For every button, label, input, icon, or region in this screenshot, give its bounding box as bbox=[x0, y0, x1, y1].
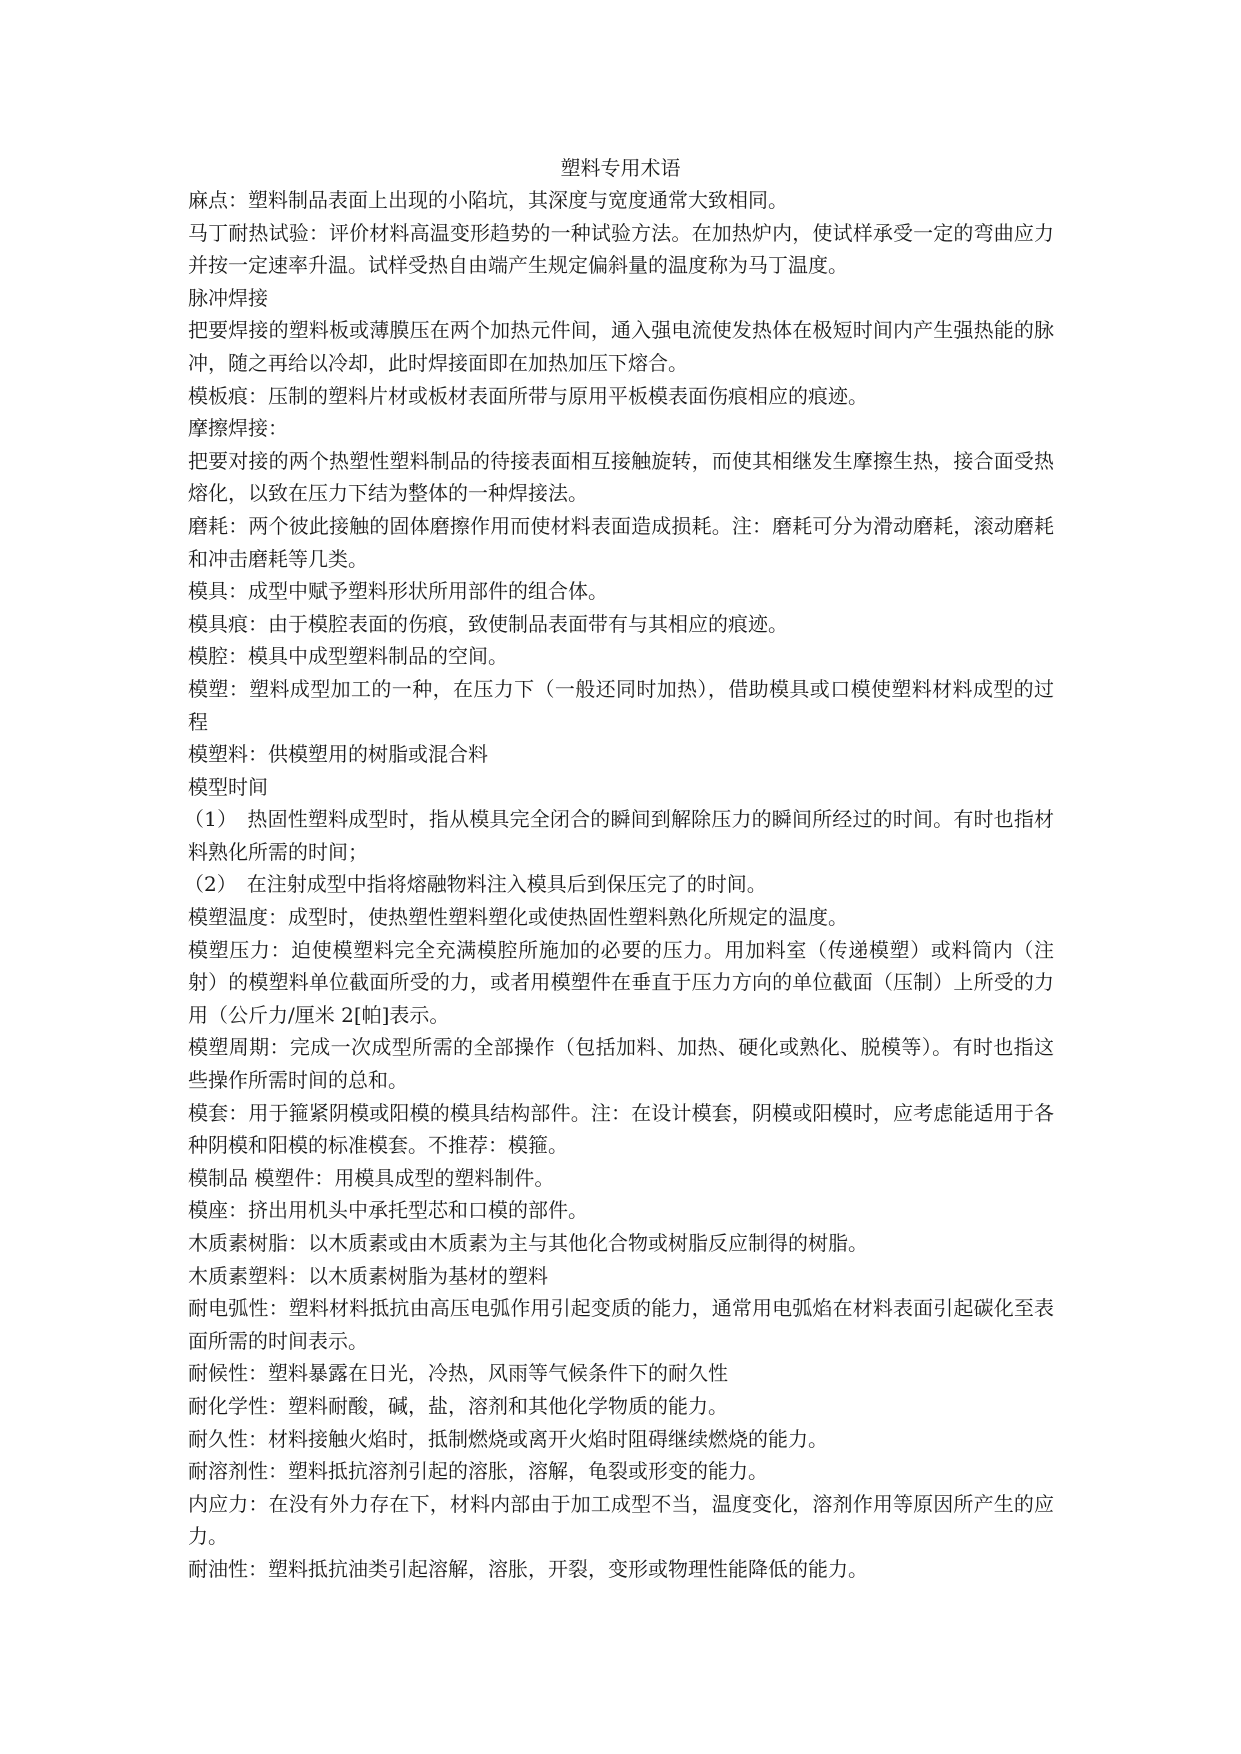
term-paragraph: 模套：用于箍紧阴模或阳模的模具结构部件。注：在设计模套，阴模或阳模时，应考虑能适用于各种阴模和阳模的标准模套。不推荐：模箍。 bbox=[188, 1100, 1054, 1158]
term-paragraph: 耐油性：塑料抵抗油类引起溶解，溶胀，开裂，变形或物理性能降低的能力。 bbox=[188, 1556, 868, 1581]
term-paragraph: 木质素树脂：以木质素或由木质素为主与其他化合物或树脂反应制得的树脂。 bbox=[188, 1231, 868, 1255]
term-paragraph: 模塑温度：成型时，使热塑性塑料塑化或使热固性塑料熟化所规定的温度。 bbox=[188, 905, 848, 930]
term-paragraph: 模具痕：由于模腔表面的伤痕，致使制品表面带有与其相应的痕迹。 bbox=[188, 611, 788, 636]
term-paragraph: 耐电弧性：塑料材料抵抗由高压电弧作用引起变质的能力，通常用电弧焰在材料表面引起碳化至表面所需的时间表示。 bbox=[188, 1296, 1054, 1353]
document-title: 塑料专用术语 bbox=[560, 156, 681, 180]
term-paragraph: 模塑料：供模塑用的树脂或混合料 bbox=[188, 742, 488, 767]
term-paragraph: 耐久性：材料接触火焰时，抵制燃烧或离开火焰时阻碍继续燃烧的能力。 bbox=[188, 1426, 828, 1451]
term-paragraph: 模塑周期：完成一次成型所需的全部操作（包括加料、加热、硬化或熟化、脱模等）。有时也指这些操作所需时间的总和。 bbox=[188, 1035, 1054, 1093]
term-paragraph: 模具：成型中赋予塑料形状所用部件的组合体。 bbox=[188, 579, 608, 604]
term-paragraph: 马丁耐热试验：评价材料高温变形趋势的一种试验方法。在加热炉内，使试样承受一定的弯曲应力并按一定速率升温。试样受热自由端产生规定偏斜量的温度称为马丁温度。 bbox=[188, 220, 1054, 278]
term-heading: 模型时间 bbox=[188, 774, 268, 799]
term-paragraph: 模腔：模具中成型塑料制品的空间。 bbox=[188, 644, 508, 669]
term-paragraph: 模塑压力：迫使模塑料完全充满模腔所施加的必要的压力。用加料室（传递模塑）或料筒内（注射）的模塑料单位截面所受的力，或者用模塑件在垂直于压力方向的单位截面（压制）上所受的力用（公斤力/厘米 2[帕]表示。 bbox=[188, 937, 1054, 1027]
term-paragraph: 模板痕：压制的塑料片材或板材表面所带与原用平板模表面伤痕相应的痕迹。 bbox=[188, 383, 868, 408]
term-paragraph: 耐溶剂性：塑料抵抗溶剂引起的溶胀，溶解，龟裂或形变的能力。 bbox=[188, 1459, 768, 1484]
term-paragraph: 耐候性：塑料暴露在日光，冷热，风雨等气候条件下的耐久性 bbox=[188, 1361, 728, 1386]
term-paragraph: 麻点：塑料制品表面上出现的小陷坑，其深度与宽度通常大致相同。 bbox=[188, 188, 788, 212]
term-heading: 摩擦焊接： bbox=[188, 416, 288, 441]
term-paragraph: 模座：挤出用机头中承托型芯和口模的部件。 bbox=[188, 1198, 588, 1223]
term-paragraph: 把要对接的两个热塑性塑料制品的待接表面相互接触旋转，而使其相继发生摩擦生热，接合面受热熔化，以致在压力下结为整体的一种焊接法。 bbox=[188, 448, 1054, 506]
term-paragraph: 模塑：塑料成型加工的一种，在压力下（一般还同时加热），借助模具或口模使塑料材料成型的过程 bbox=[188, 676, 1054, 734]
term-paragraph: 木质素塑料：以木质素树脂为基材的塑料 bbox=[188, 1263, 548, 1288]
term-paragraph: 磨耗：两个彼此接触的固体磨擦作用而使材料表面造成损耗。注：磨耗可分为滑动磨耗，滚动磨耗和冲击磨耗等几类。 bbox=[188, 513, 1054, 571]
term-paragraph: 内应力：在没有外力存在下，材料内部由于加工成型不当，温度变化，溶剂作用等原因所产生的应力。 bbox=[188, 1491, 1054, 1549]
numbered-item: （2） 在注射成型中指将熔融物料注入模具后到保压完了的时间。 bbox=[184, 872, 767, 897]
document-body bbox=[184, 184, 1054, 1586]
term-paragraph: 把要焊接的塑料板或薄膜压在两个加热元件间，通入强电流使发热体在极短时间内产生强热能的脉冲，随之再给以冷却，此时焊接面即在加热加压下熔合。 bbox=[188, 318, 1054, 375]
term-paragraph: 耐化学性：塑料耐酸，碱，盐，溶剂和其他化学物质的能力。 bbox=[188, 1393, 728, 1418]
term-heading: 脉冲焊接 bbox=[188, 285, 268, 310]
numbered-item: （1） 热固性塑料成型时，指从模具完全闭合的瞬间到解除压力的瞬间所经过的时间。有时也指材料熟化所需的时间； bbox=[184, 807, 1054, 864]
term-paragraph: 模制品 模塑件：用模具成型的塑料制件。 bbox=[188, 1165, 555, 1190]
